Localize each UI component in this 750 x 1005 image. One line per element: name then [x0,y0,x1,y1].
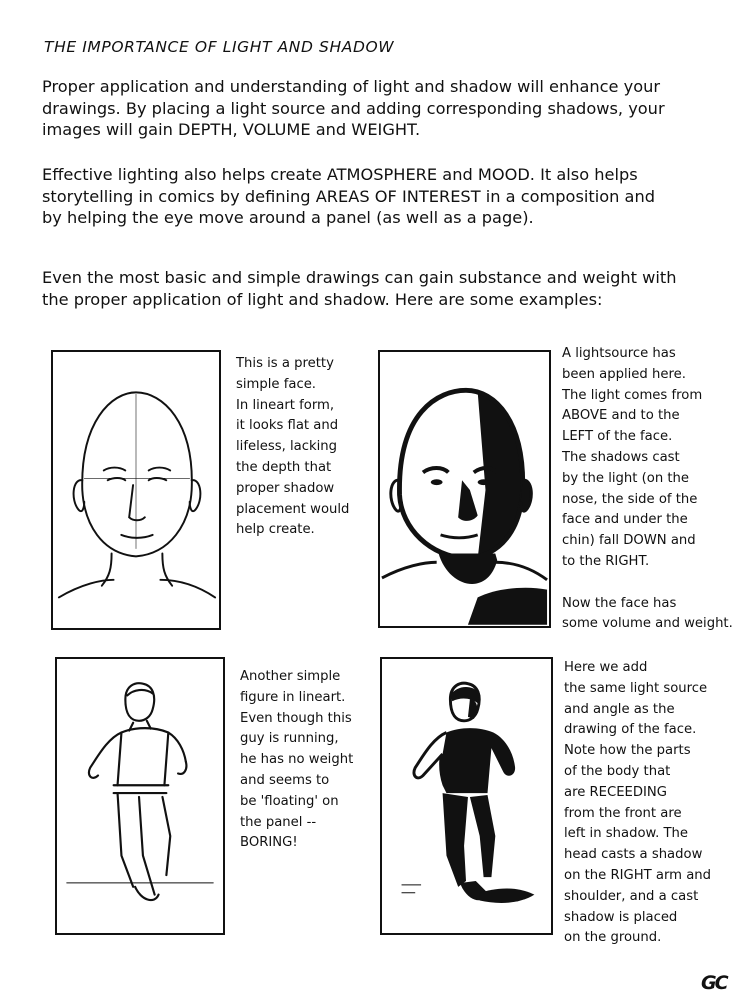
figure-lineart-caption [240,667,353,854]
text-line: chin) fall DOWN and [562,533,696,549]
text-line: Effective lighting also helps create ATMOSPHERE and MOOD. It also helps [42,165,638,184]
text-line: and angle as the [564,701,675,717]
text-line: it looks flat and [236,418,339,434]
text-line: Now the face has [562,595,677,611]
face-lineart-icon [53,352,219,628]
intro-paragraph-1 [42,76,732,141]
text-line: head casts a shadow [564,847,703,863]
text-line: and seems to [240,772,330,788]
text-line: by helping the eye move around a panel (as well as a page). [42,208,534,227]
face-lineart-caption [236,354,349,541]
text-line: the panel -- [240,814,317,830]
text-line: drawing of the face. [564,722,697,738]
text-line: LEFT of the face. [562,429,673,445]
text-line: This is a pretty [236,356,334,371]
text-line: BORING! [240,835,298,851]
text-line: proper shadow [236,480,335,496]
text-line: on the RIGHT arm and [564,867,712,883]
face-shaded-caption [562,344,733,635]
text-line: drawings. By placing a light source and adding corresponding shadows, your [42,98,665,118]
caption-gap [562,573,733,594]
intro-paragraph-2 [42,164,732,229]
text-line: to the RIGHT. [562,553,650,569]
text-line: on the ground. [564,930,662,946]
figure-shaded-caption [564,658,711,949]
text-line: be 'floating' on [240,793,339,809]
text-line: In lineart form, [236,397,335,413]
text-line: Note how the parts [564,743,691,759]
face-shaded-panel [378,350,551,628]
text-line: shoulder, and a cast [564,888,699,904]
figure-lineart-icon [57,659,223,933]
text-line: guy is running, [240,731,339,747]
text-line: storytelling in comics by defining AREAS OF INTEREST in a composition and [42,186,655,206]
text-line: simple face. [236,376,317,392]
figure-lineart-panel [55,657,225,935]
text-line: images will gain DEPTH, VOLUME and WEIGHT. [42,120,421,139]
text-line: nose, the side of the [562,491,698,507]
text-line: Even though this [240,710,352,726]
text-line: Even the most basic and simple drawings can gain substance and weight with [42,268,677,287]
figure-shaded-icon [382,659,551,933]
text-line: Here we add [564,660,648,675]
text-line: face and under the [562,512,688,528]
text-line: of the body that [564,763,671,779]
watermark-logo: GC [701,972,727,994]
intro-paragraph-3 [42,267,732,310]
text-line: are RECEEDING [564,784,668,800]
text-line: help create. [236,522,315,538]
text-line: A lightsource has [562,346,676,361]
text-line: Proper application and understanding of light and shadow will enhance your [42,77,661,96]
text-line: ABOVE and to the [562,408,680,424]
text-line: left in shadow. The [564,826,688,842]
face-lineart-panel [51,350,221,630]
text-line: the proper application of light and shadow. Here are some examples: [42,289,603,309]
text-line: The light comes from [562,387,703,403]
text-line: lifeless, lacking [236,439,338,455]
face-shaded-icon [380,352,549,626]
text-line: shadow is placed [564,909,678,925]
text-line: placement would [236,501,350,517]
text-line: The shadows cast [562,449,680,465]
text-line: he has no weight [240,752,354,768]
text-line: figure in lineart. [240,689,346,705]
text-line: by the light (on the [562,470,690,486]
figure-shaded-panel [380,657,553,935]
page-title: THE IMPORTANCE OF LIGHT AND SHADOW [44,38,395,56]
text-line: been applied here. [562,366,686,382]
text-line: the depth that [236,459,332,475]
text-line: the same light source [564,680,708,696]
text-line: from the front are [564,805,682,821]
text-line: some volume and weight. [562,616,733,632]
text-line: Another simple [240,669,341,684]
